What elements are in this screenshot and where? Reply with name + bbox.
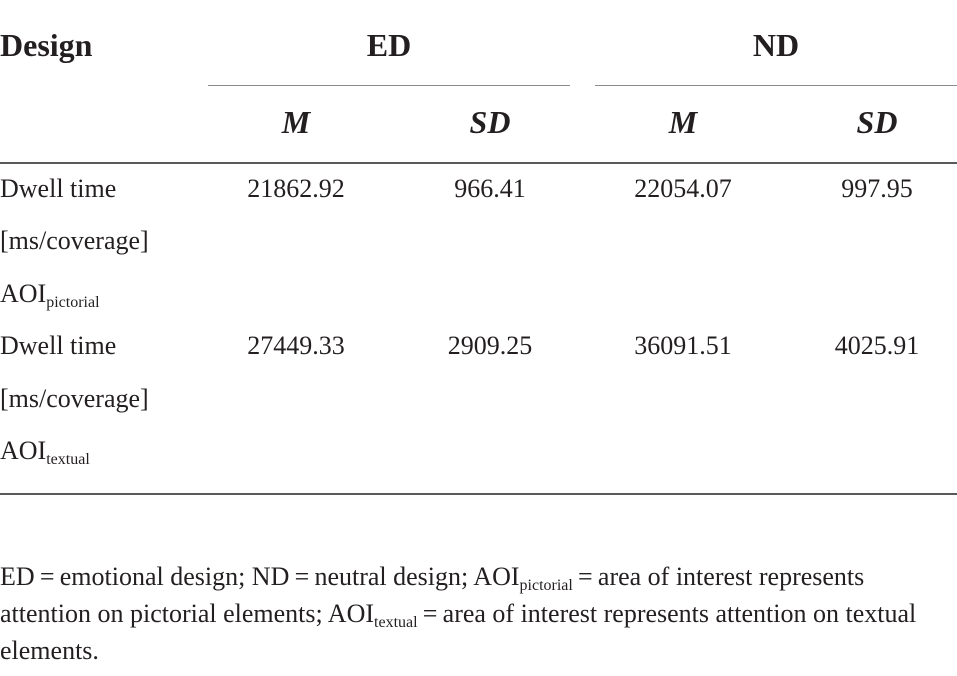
row-label-line2: [ms/coverage] [0, 226, 149, 255]
nd-mean-value: 36091.51 [634, 331, 732, 360]
ed-mean-header: M [281, 104, 311, 140]
nd-sd-value: 997.95 [841, 174, 913, 203]
ed-header: ED [366, 27, 412, 63]
row-label-aoi: $AOI_{pictorial}$ [0, 279, 100, 311]
nd-sd-value: 4025.91 [834, 331, 920, 360]
design-header: Design [0, 27, 93, 63]
ed-mean-value: 27449.33 [247, 331, 345, 360]
header-bottom-rule [0, 162, 957, 164]
nd-sd-header: SD [856, 104, 898, 140]
ed-sd-value: 2909.25 [447, 331, 533, 360]
ed-group-rule [208, 85, 570, 86]
nd-mean-value: 22054.07 [634, 174, 732, 203]
row-label-line1: Dwell time [0, 331, 117, 360]
nd-group-rule [595, 85, 957, 86]
ed-sd-value: 966.41 [454, 174, 526, 203]
ed-sd-header: SD [469, 104, 511, 140]
ed-mean-value: 21862.92 [247, 174, 345, 203]
nd-mean-header: M [668, 104, 698, 140]
nd-header: ND [752, 27, 800, 63]
table-bottom-rule [0, 493, 957, 495]
table-footnote: ED = emotional design; ND = neutral design; $AOI_{pictorial}$ = area of interest represents attention on pictorial elements; $AOI_{textual}$ = area of interest represents attention on textual elements. [0, 562, 917, 665]
row-label-line1: Dwell time [0, 174, 117, 203]
row-label-aoi: $AOI_{textual}$ [0, 436, 90, 468]
row-label-line2: [ms/coverage] [0, 384, 149, 413]
